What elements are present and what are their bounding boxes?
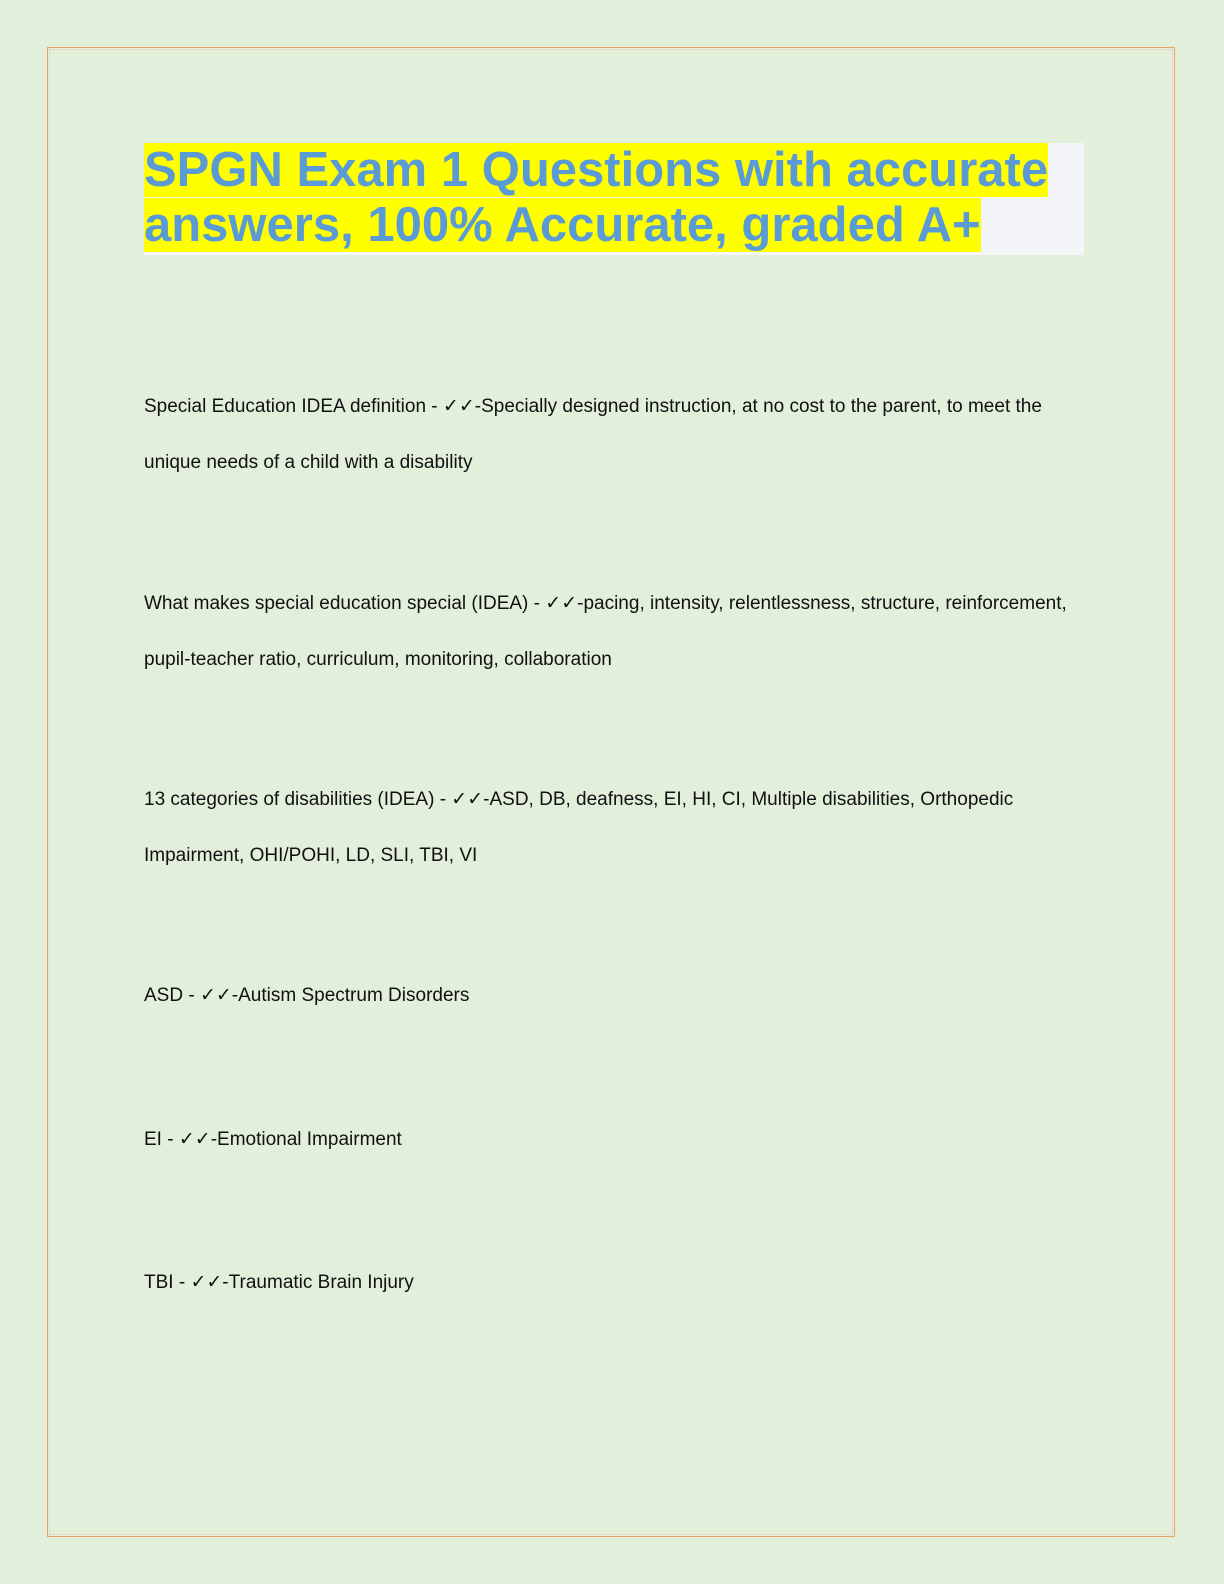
double-check-icon: ✓✓ xyxy=(442,395,475,417)
answer-text: -Autism Spectrum Disorders xyxy=(231,985,470,1006)
qa-item xyxy=(144,1254,1084,1311)
double-check-icon: ✓✓ xyxy=(178,1128,211,1150)
double-check-icon: ✓✓ xyxy=(451,788,484,810)
document-title xyxy=(144,143,1084,253)
question-text: What makes special education special (IDEA) - xyxy=(144,593,546,614)
qa-item xyxy=(144,378,1084,491)
qa-item xyxy=(144,771,1084,884)
double-check-icon: ✓✓ xyxy=(545,592,578,614)
double-check-icon: ✓✓ xyxy=(190,1271,223,1293)
question-text: 13 categories of disabilities (IDEA) - xyxy=(144,789,452,810)
title-highlight: SPGN Exam 1 Questions with accurate answers, 100% Accurate, graded A+ xyxy=(144,143,1049,252)
answer-text: -pacing, intensity, relentlessness, structure, reinforcement, pupil-teacher ratio, curriculum, monitoring, collaboration xyxy=(144,593,1067,670)
answer-text: -Specially designed instruction, at no cost to the parent, to meet the unique needs of a child with a disability xyxy=(144,396,1042,473)
qa-item xyxy=(144,1111,1084,1168)
double-check-icon: ✓✓ xyxy=(199,984,232,1006)
question-text: EI - xyxy=(144,1129,179,1150)
qa-item xyxy=(144,967,1084,1024)
answer-text: -Emotional Impairment xyxy=(210,1129,402,1150)
qa-item xyxy=(144,575,1084,688)
question-text: ASD - xyxy=(144,985,200,1006)
answer-text: -Traumatic Brain Injury xyxy=(222,1272,414,1293)
question-text: TBI - xyxy=(144,1272,191,1293)
answer-text: -ASD, DB, deafness, EI, HI, CI, Multiple disabilities, Orthopedic Impairment, OHI/POHI, LD, SLI, TBI, VI xyxy=(144,789,1014,866)
title-block xyxy=(144,143,1084,255)
question-text: Special Education IDEA definition - xyxy=(144,396,443,417)
